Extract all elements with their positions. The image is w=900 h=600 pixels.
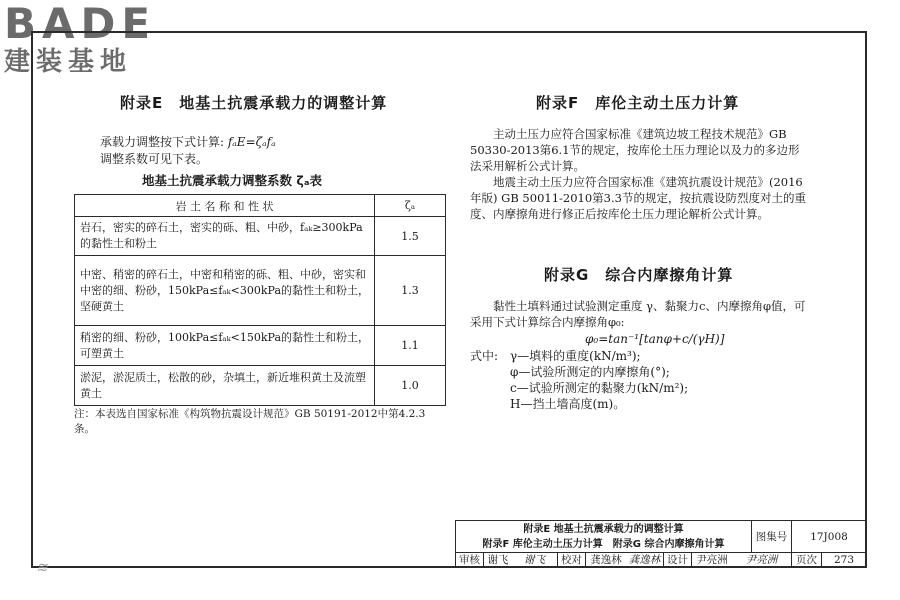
coefficient-table <box>74 194 446 406</box>
atlas-label: 图集号 <box>752 521 792 553</box>
logo-word: BADE <box>4 0 157 48</box>
page-label: 页次 <box>792 553 822 567</box>
reviewer-signature: 谢飞 <box>512 553 558 567</box>
definition-item: H—挡土墙高度(m)。 <box>510 397 626 411</box>
review-label: 审核 <box>456 553 484 567</box>
appendix-g-title: 附录G 综合内摩擦角计算 <box>544 266 734 284</box>
definition-item: c—试验所测定的黏聚力(kN/m²); <box>510 381 689 395</box>
table-header-row <box>75 195 446 217</box>
appendix-e-intro-2: 调整系数可见下表。 <box>100 152 209 166</box>
header-coef: ζₐ <box>375 195 446 217</box>
reviewer-name: 谢飞 <box>487 554 509 566</box>
title-block-line-2: 附录F 库伦主动土压力计算 附录G 综合内摩擦角计算 <box>482 539 725 550</box>
table-row <box>75 217 446 256</box>
appendix-g-body <box>470 298 810 330</box>
appendix-f-title: 附录F 库伦主动土压力计算 <box>536 94 740 112</box>
page-number: 273 <box>833 554 855 566</box>
title-block <box>455 520 867 568</box>
appendix-f-para-1: 主动土压力应符合国家标准《建筑边坡工程技术规范》GB 50330-2013第6.1节的规定，按库伦土压力理论以及力的多边形法采用解析公式计算。 <box>470 127 800 173</box>
table-cell-soil: 中密、稍密的碎石土，中密和稍密的砾、粗、中砂，密实和中密的细、粉砂，150kPa≤fₐₖ<300kPa的黏性土和粉土，坚硬黄土 <box>75 256 375 326</box>
appendix-e-intro <box>100 134 276 150</box>
checker-signature: 龚逸林 <box>626 553 664 567</box>
header-soil: 岩 土 名 称 和 性 状 <box>75 195 375 217</box>
where-label: 式中: <box>470 349 499 363</box>
table-cell-value: 1.5 <box>375 217 446 256</box>
appendix-f-body <box>470 126 810 222</box>
definition-item: φ—试验所测定的内摩擦角(°); <box>510 365 670 379</box>
table-cell-value: 1.1 <box>375 326 446 366</box>
appendix-e-formula: fₐE=ζₐfₐ <box>227 135 276 149</box>
check-label: 校对 <box>558 553 586 567</box>
table-cell-soil: 稍密的细、粉砂，100kPa≤fₐₖ<150kPa的黏性土和粉土，可塑黄土 <box>75 326 375 366</box>
table-cell-value: 1.0 <box>375 366 446 406</box>
logo-subtitle: 建装基地 <box>4 47 133 77</box>
atlas-number: 17J008 <box>792 521 866 553</box>
title-block-title <box>456 521 752 553</box>
design-label: 设计 <box>664 553 692 567</box>
checker-name: 龚逸林 <box>590 554 622 566</box>
table-row <box>75 366 446 406</box>
appendix-g-para: 黏性土填料通过试验测定重度 γ、黏聚力c、内摩擦角φ值，可采用下式计算综合内摩擦角φ₀: <box>470 299 806 329</box>
appendix-g-formula: φ₀=tan⁻¹[tanφ+c/(γH)] <box>585 332 725 346</box>
appendix-f-para-2: 地震主动土压力应符合国家标准《建筑抗震设计规范》(2016年版) GB 50011-2010第3.3节的规定，按抗震设防烈度对土的重度、内摩擦角进行修正后按库伦土压力理论解析公式计算。 <box>470 175 806 221</box>
definition-item: γ—填料的重度(kN/m³); <box>510 349 641 363</box>
designer-signature: 尹亮洲 <box>732 553 792 567</box>
appendix-e-intro-text: 承载力调整按下式计算: <box>100 135 228 149</box>
table-cell-value: 1.3 <box>375 256 446 326</box>
table-row <box>75 256 446 326</box>
designer-name: 尹亮洲 <box>696 554 728 566</box>
table-title: 地基土抗震承载力调整系数 ζₐ表 <box>142 173 322 188</box>
watermark-icon: ≋ <box>36 560 48 576</box>
table-row <box>75 326 446 366</box>
table-cell-soil: 淤泥，淤泥质土，松散的砂，杂填土，新近堆积黄土及流塑黄土 <box>75 366 375 406</box>
table-cell-soil: 岩石，密实的碎石土，密实的砾、粗、中砂，fₐₖ≥300kPa的黏性土和粉土 <box>75 217 375 256</box>
appendix-e-title: 附录E 地基土抗震承载力的调整计算 <box>120 94 388 112</box>
table-note: 注：本表选自国家标准《构筑物抗震设计规范》GB 50191-2012中第4.2.3条。 <box>74 408 426 435</box>
title-block-line-1: 附录E 地基土抗震承载力的调整计算 <box>523 524 684 535</box>
